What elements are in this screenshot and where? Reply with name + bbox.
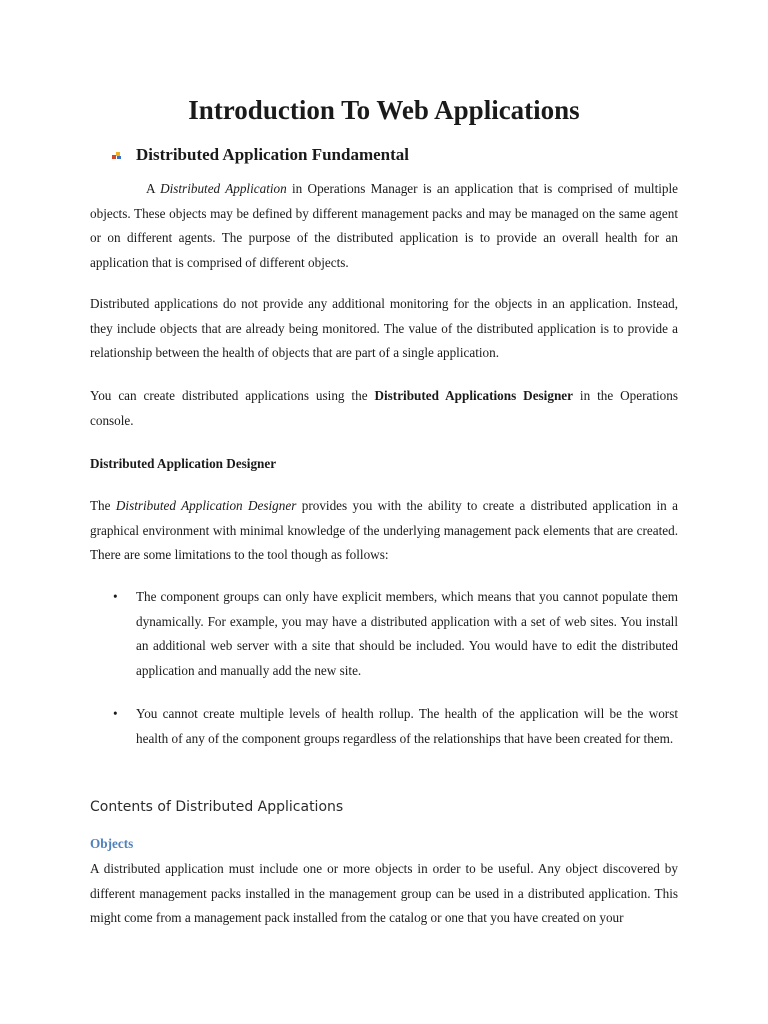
para4-italic: Distributed Application Designer	[115, 498, 297, 513]
list-bullet: •	[113, 706, 118, 721]
designer-heading: Distributed Application Designer	[90, 456, 277, 471]
para4-lead: The	[90, 498, 116, 513]
objects-heading: Objects	[90, 836, 134, 851]
paragraph-objects: A distributed application must include one or more objects in order to be useful. Any object discovered by different management packs installed in the management group can be used in a distributed application. This might come from a management pack installed from the catalog or one that you have created on your	[90, 861, 678, 926]
diamond-bullet-icon	[112, 150, 122, 160]
paragraph-designer	[90, 494, 678, 568]
list-bullet: •	[113, 589, 118, 604]
para3-rest: in the Operations console.	[90, 388, 679, 428]
section-subheading	[112, 143, 409, 167]
page-title: Introduction To Web Applications	[188, 95, 580, 125]
paragraph-designer-intro	[90, 384, 678, 433]
contents-heading: Contents of Distributed Applications	[90, 799, 344, 815]
para3-lead: You can create distributed applications using the	[90, 388, 375, 403]
para3-bold: Distributed Applications Designer	[374, 388, 573, 403]
paragraph-intro	[90, 177, 678, 275]
list-item-text: The component groups can only have explicit members, which means that you cannot populate them dynamically. For example, you may have a distributed application with a set of web sites. You install an additional web server with a site that should be included. You would have to edit the distributed application and manually add the new site.	[136, 589, 678, 678]
subheading-text: Distributed Application Fundamental	[136, 145, 409, 164]
para4-rest: provides you with the ability to create a distributed application in a graphical environment with minimal knowledge of the underlying management pack elements that are created. There are some limitations to the tool though as follows:	[90, 498, 678, 563]
para1-italic: Distributed Application	[160, 181, 287, 196]
para1-rest: in Operations Manager is an application that is comprised of multiple objects. These objects may be defined by different management packs and may be managed on the same agent or on different agents. The purpose of the distributed application is to provide an overall health for an application that is comprised of different objects.	[90, 181, 679, 270]
list-item-text: You cannot create multiple levels of health rollup. The health of the application will be the worst health of any of the component groups regardless of the relationships that have been created for them.	[136, 706, 678, 746]
para1-lead: A	[146, 181, 161, 196]
paragraph-monitoring: Distributed applications do not provide any additional monitoring for the objects in an application. Instead, they include objects that are already being monitored. The value of the distributed application is to provide a relationship between the health of objects that are part of a single application.	[90, 296, 678, 361]
